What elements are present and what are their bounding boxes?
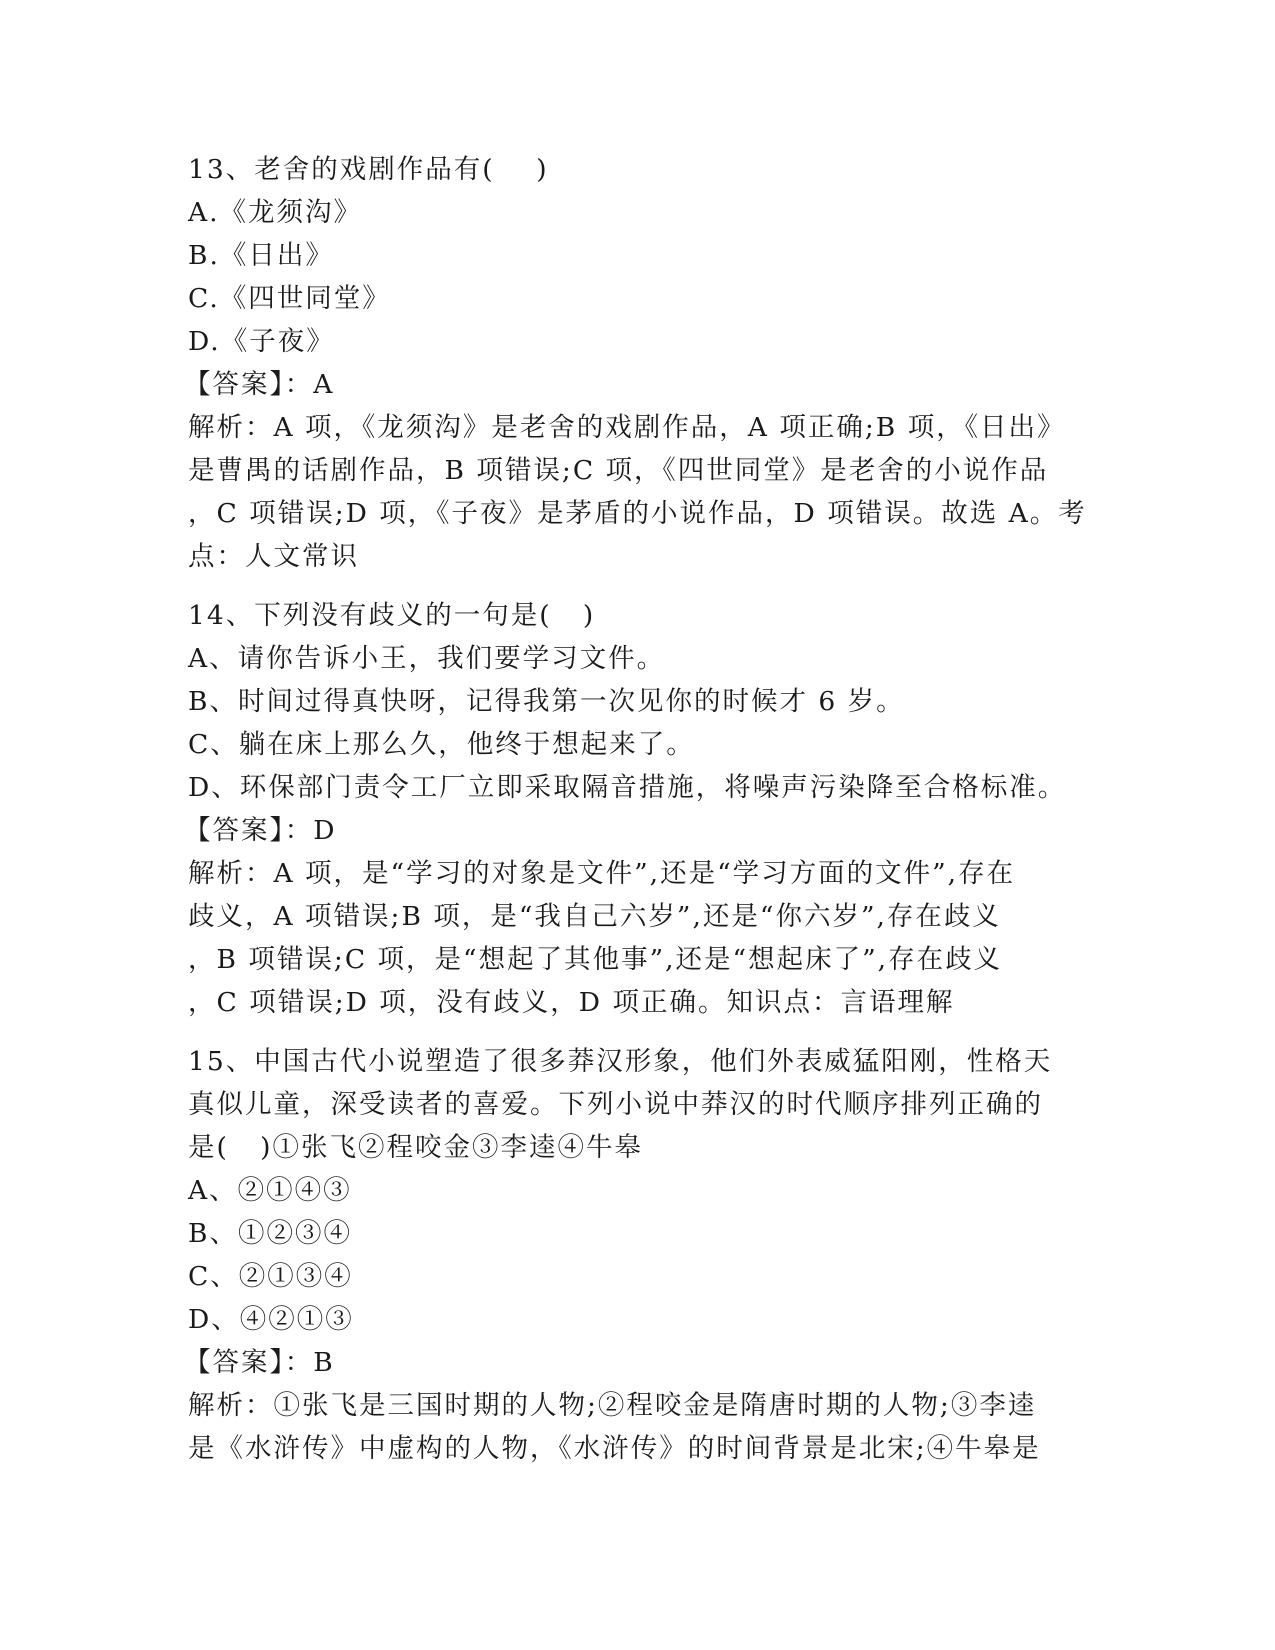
spacer (188, 578, 1088, 594)
question-stem: 是( )①张飞②程咬金③李逵④牛皋 (188, 1132, 643, 1163)
analysis-line: ，C 项错误;D 项，《子夜》是茅盾的小说作品，D 项错误。故选 A。考 (188, 498, 1087, 529)
question-block (184, 148, 1088, 578)
option-a: A、②①④③ (188, 1175, 352, 1206)
option-b: B、①②③④ (188, 1218, 352, 1249)
analysis-line: 歧义，A 项错误;B 项，是“我自己六岁”,还是“你六岁”,存在歧义 (188, 901, 1001, 932)
answer-label: 【答案】：A (184, 369, 335, 400)
analysis-line: 解析：A 项，是“学习的对象是文件”,还是“学习方面的文件”,存在 (188, 858, 1016, 889)
option-a: A、请你告诉小王，我们要学习文件。 (188, 643, 666, 674)
answer-label: 【答案】：D (184, 815, 337, 846)
analysis-line: ，C 项错误;D 项，没有歧义，D 项正确。知识点：言语理解 (188, 987, 955, 1018)
analysis-line: ，B 项错误;C 项，是“想起了其他事”,还是“想起床了”,存在歧义 (188, 944, 1003, 975)
option-b: B.《日出》 (188, 240, 334, 271)
analysis-line: 是曹禺的话剧作品，B 项错误;C 项，《四世同堂》是老舍的小说作品 (188, 455, 1049, 486)
analysis-line: 点：人文常识 (188, 541, 359, 572)
option-c: C、躺在床上那么久，他终于想起来了。 (188, 729, 695, 760)
answer-label: 【答案】：B (184, 1347, 335, 1378)
question-stem: 13、老舍的戏剧作品有( ) (188, 154, 549, 185)
option-b: B、时间过得真快呀，记得我第一次见你的时候才 6 岁。 (188, 686, 905, 717)
analysis-line: 解析：①张飞是三国时期的人物;②程咬金是隋唐时期的人物;③李逵 (188, 1390, 1037, 1421)
option-c: C、②①③④ (188, 1261, 353, 1292)
option-d: D、环保部门责令工厂立即采取隔音措施，将噪声污染降至合格标准。 (188, 772, 1067, 803)
spacer (188, 1024, 1088, 1040)
option-d: D、④②①③ (188, 1304, 354, 1335)
option-c: C.《四世同堂》 (188, 283, 391, 314)
question-block (184, 594, 1088, 1024)
document-page (184, 148, 1088, 1470)
question-stem: 15、中国古代小说塑造了很多莽汉形象，他们外表威猛阳刚，性格天 (188, 1046, 1053, 1077)
analysis-line: 解析：A 项，《龙须沟》是老舍的戏剧作品，A 项正确;B 项，《日出》 (188, 412, 1066, 443)
question-stem: 14、下列没有歧义的一句是( ) (188, 600, 596, 631)
option-d: D.《子夜》 (188, 326, 335, 357)
question-stem: 真似儿童，深受读者的喜爱。下列小说中莽汉的时代顺序排列正确的 (188, 1089, 1043, 1120)
analysis-line: 是《水浒传》中虚构的人物，《水浒传》的时间背景是北宋;④牛皋是 (188, 1433, 1041, 1464)
option-a: A.《龙须沟》 (188, 197, 363, 228)
question-block (184, 1040, 1088, 1470)
